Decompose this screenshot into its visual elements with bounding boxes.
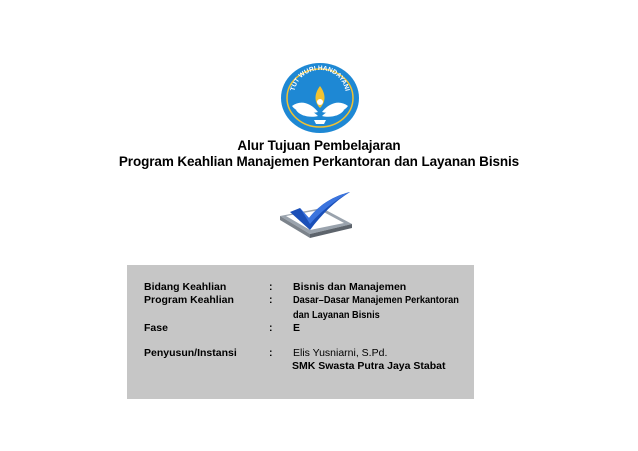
- fase-label: Fase: [144, 322, 168, 334]
- tut-wuri-handayani-logo: [280, 62, 360, 134]
- colon: :: [269, 322, 273, 334]
- penyusun-name-value: Elis Yusniarni, S.Pd.: [293, 347, 388, 359]
- checkbox-check-icon: [276, 190, 358, 240]
- penyusun-instansi-label: Penyusun/Instansi: [144, 347, 237, 359]
- document-title: Alur Tujuan Pembelajaran: [237, 138, 401, 153]
- program-keahlian-value-line2: dan Layanan Bisnis: [293, 309, 380, 321]
- bidang-keahlian-value: Bisnis dan Manajemen: [293, 281, 407, 293]
- colon: :: [269, 347, 273, 359]
- program-keahlian-value: Dasar–Dasar Manajemen Perkantoran: [293, 294, 459, 306]
- svg-text:TUT WURI HANDAYANI: TUT WURI HANDAYANI: [289, 64, 351, 92]
- bidang-keahlian-label: Bidang Keahlian: [144, 281, 227, 293]
- info-box: [127, 265, 474, 399]
- document-subtitle: Program Keahlian Manajemen Perkantoran dan Layanan Bisnis: [118, 154, 520, 169]
- colon: :: [269, 294, 273, 306]
- colon: :: [269, 281, 273, 293]
- program-keahlian-label: Program Keahlian: [144, 294, 234, 306]
- instansi-value: SMK Swasta Putra Jaya Stabat: [292, 360, 446, 372]
- fase-value: E: [293, 322, 301, 334]
